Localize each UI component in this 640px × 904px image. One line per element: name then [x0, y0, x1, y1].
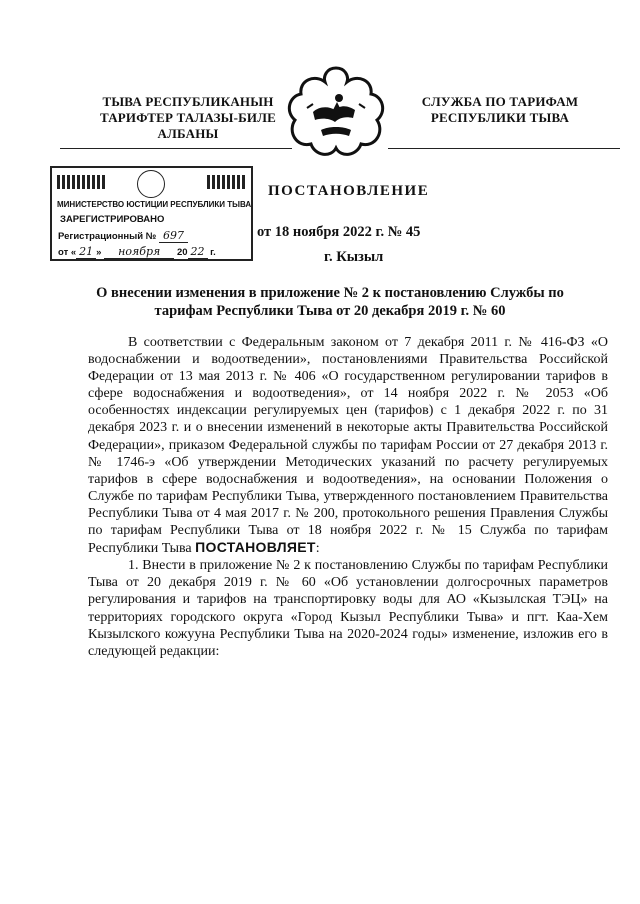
- stamp-ink-mark: [207, 175, 247, 189]
- stamp-ink-mark: [57, 175, 107, 189]
- registration-stamp: [50, 166, 253, 261]
- document-body: [88, 334, 608, 660]
- stamp-date-day: 21: [76, 245, 96, 259]
- header-left-block: [88, 94, 288, 142]
- header-right-line-2: РЕСПУБЛИКИ ТЫВА: [430, 110, 570, 125]
- stamp-reg-label: Регистрационный №: [58, 231, 157, 242]
- document-type: ПОСТАНОВЛЕНИЕ: [268, 183, 430, 199]
- resolves-keyword: ПОСТАНОВЛЯЕТ: [195, 539, 316, 556]
- stamp-date-mid: »: [96, 247, 102, 258]
- stamp-date-month: ноября: [104, 245, 174, 259]
- header-rule-right: [388, 148, 620, 149]
- header-rule-left: [60, 148, 292, 149]
- header-left-line-2: ТАРИФТЕР ТАЛАЗЫ-БИЛЕ: [99, 110, 277, 125]
- stamp-reg-number: 697: [159, 229, 188, 243]
- stamp-date-suffix: г.: [210, 247, 216, 258]
- document-date-number: от 18 ноября 2022 г. № 45: [257, 224, 421, 240]
- stamp-date-line: [58, 246, 216, 259]
- paragraph-1-text: В соответствии с Федеральным законом от 7 декабря 2011 г. № 416-ФЗ «О водоснабжении и водоотведении», постановлениями Правительства Российской Федерации от 13 мая 2013 г. № 406 «О государственном регулировании тарифов в сфере водоснабжения и водоотведения», от 14 ноября 2022 г. № 2053 «Об особенностях индексации регулируемых цен (тарифов) с 1 декабря 2022 г. по 31 декабря 2023 г. и о внесении изменений в некоторые акты Правительства Российской Федерации», приказом Федеральной службы по тарифам России от 27 декабря 2013 г. № 1746-э «Об утверждении Методических указаний по расчету регулируемых тарифов в сфере водоснабжения и водоотведения», на основании Положения о Службе по тарифам Республики Тыва, утвержденного постановлением Правительства Республики Тыва от 4 мая 2017 г. № 200, протокольного решения Правления Службы по тарифам Республики Тыва от 18 ноября 2022 г. № 15 Служба по тарифам Республики Тыва: [88, 335, 608, 557]
- stamp-date-prefix: от «: [58, 247, 77, 258]
- subject-line-2: тарифам Республики Тыва от 20 декабря 2019 г. № 60: [154, 303, 506, 319]
- body-paragraph-2: 1. Внести в приложение № 2 к постановлению Службы по тарифам Республики Тыва от 20 декабря 2019 г. № 60 «Об установлении долгосрочных параметров регулирования и тарифов на транспортировку воды для АО «Кызылская ТЭЦ» на территориях городского округа «Город Кызыл Республики Тыва» и пгт. Каа-Хем Кызылского кожууна Республики Тыва на 2020-2024 годы» изменение, изложив его в следующей редакции:: [88, 558, 608, 659]
- header-left-line-3: АЛБАНЫ: [157, 126, 219, 141]
- header-right-line-1: СЛУЖБА ПО ТАРИФАМ: [421, 94, 579, 109]
- stamp-date-year-prefix: 20: [176, 247, 188, 258]
- body-paragraph-1: [88, 334, 608, 557]
- stamp-seal-icon: [137, 170, 165, 198]
- stamp-date-year: 22: [188, 245, 208, 259]
- header-left-line-1: ТЫВА РЕСПУБЛИКАНЫН: [102, 94, 274, 109]
- stamp-registered: ЗАРЕГИСТРИРОВАНО: [60, 214, 165, 225]
- stamp-ministry: МИНИСТЕРСТВО ЮСТИЦИИ РЕСПУБЛИКИ ТЫВА: [57, 200, 252, 209]
- tuva-emblem-icon: [283, 62, 389, 158]
- stamp-reg-line: [58, 230, 188, 243]
- paragraph-1-end: :: [315, 541, 320, 557]
- header-right-block: [405, 94, 595, 126]
- document-subject: [60, 284, 600, 320]
- subject-line-1: О внесении изменения в приложение № 2 к постановлению Службы по: [96, 285, 564, 301]
- document-city: г. Кызыл: [324, 249, 384, 265]
